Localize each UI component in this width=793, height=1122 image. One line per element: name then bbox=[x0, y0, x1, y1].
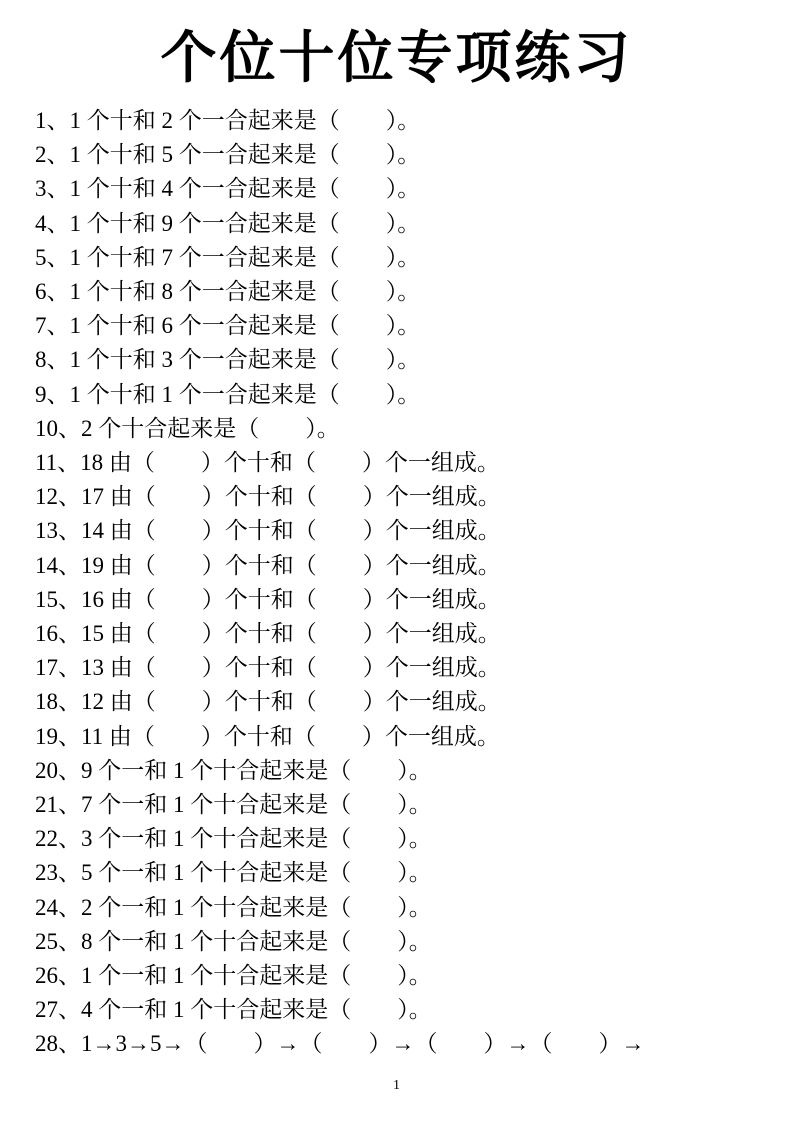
question-line: 19、11 由（ ）个十和（ ）个一组成。 bbox=[35, 723, 500, 749]
question-line: 14、19 由（ ）个十和（ ）个一组成。 bbox=[35, 552, 501, 578]
question-line: 10、2 个十合起来是（ ）。 bbox=[35, 415, 340, 441]
question-line: 18、12 由（ ）个十和（ ）个一组成。 bbox=[35, 689, 501, 715]
question-line: 8、1 个十和 3 个一合起来是（ ）。 bbox=[35, 347, 421, 373]
question-line: 7、1 个十和 6 个一合起来是（ ）。 bbox=[35, 313, 421, 339]
page-number: 1 bbox=[393, 1078, 400, 1093]
question-line: 16、15 由（ ）个十和（ ）个一组成。 bbox=[35, 621, 501, 647]
question-line: 25、8 个一和 1 个十合起来是（ ）。 bbox=[35, 928, 432, 954]
question-line: 9、1 个十和 1 个一合起来是（ ）。 bbox=[35, 381, 421, 407]
question-line: 23、5 个一和 1 个十合起来是（ ）。 bbox=[35, 860, 432, 886]
page-title: 个位十位专项练习 bbox=[160, 28, 633, 90]
question-line: 22、3 个一和 1 个十合起来是（ ）。 bbox=[35, 826, 432, 852]
question-line: 2、1 个十和 5 个一合起来是（ ）。 bbox=[35, 142, 421, 168]
question-line: 24、2 个一和 1 个十合起来是（ ）。 bbox=[35, 894, 432, 920]
question-line: 12、17 由（ ）个十和（ ）个一组成。 bbox=[35, 484, 501, 510]
question-line: 4、1 个十和 9 个一合起来是（ ）。 bbox=[35, 210, 421, 236]
question-line: 21、7 个一和 1 个十合起来是（ ）。 bbox=[35, 792, 432, 818]
question-line: 3、1 个十和 4 个一合起来是（ ）。 bbox=[35, 176, 421, 202]
question-line: 5、1 个十和 7 个一合起来是（ ）。 bbox=[35, 244, 421, 270]
question-line: 27、4 个一和 1 个十合起来是（ ）。 bbox=[35, 997, 432, 1023]
question-line: 26、1 个一和 1 个十合起来是（ ）。 bbox=[35, 963, 432, 989]
question-line: 17、13 由（ ）个十和（ ）个一组成。 bbox=[35, 655, 501, 681]
question-line: 13、14 由（ ）个十和（ ）个一组成。 bbox=[35, 518, 501, 544]
question-list bbox=[35, 104, 773, 1062]
question-line: 20、9 个一和 1 个十合起来是（ ）。 bbox=[35, 757, 432, 783]
question-line: 1、1 个十和 2 个一合起来是（ ）。 bbox=[35, 108, 421, 133]
question-line: 6、1 个十和 8 个一合起来是（ ）。 bbox=[35, 279, 421, 305]
question-line: 11、18 由（ ）个十和（ ）个一组成。 bbox=[35, 450, 500, 476]
question-line: 28、1→3→5→（ ）→（ ）→（ ）→（ ）→ bbox=[35, 1031, 645, 1057]
question-line: 15、16 由（ ）个十和（ ）个一组成。 bbox=[35, 586, 501, 612]
